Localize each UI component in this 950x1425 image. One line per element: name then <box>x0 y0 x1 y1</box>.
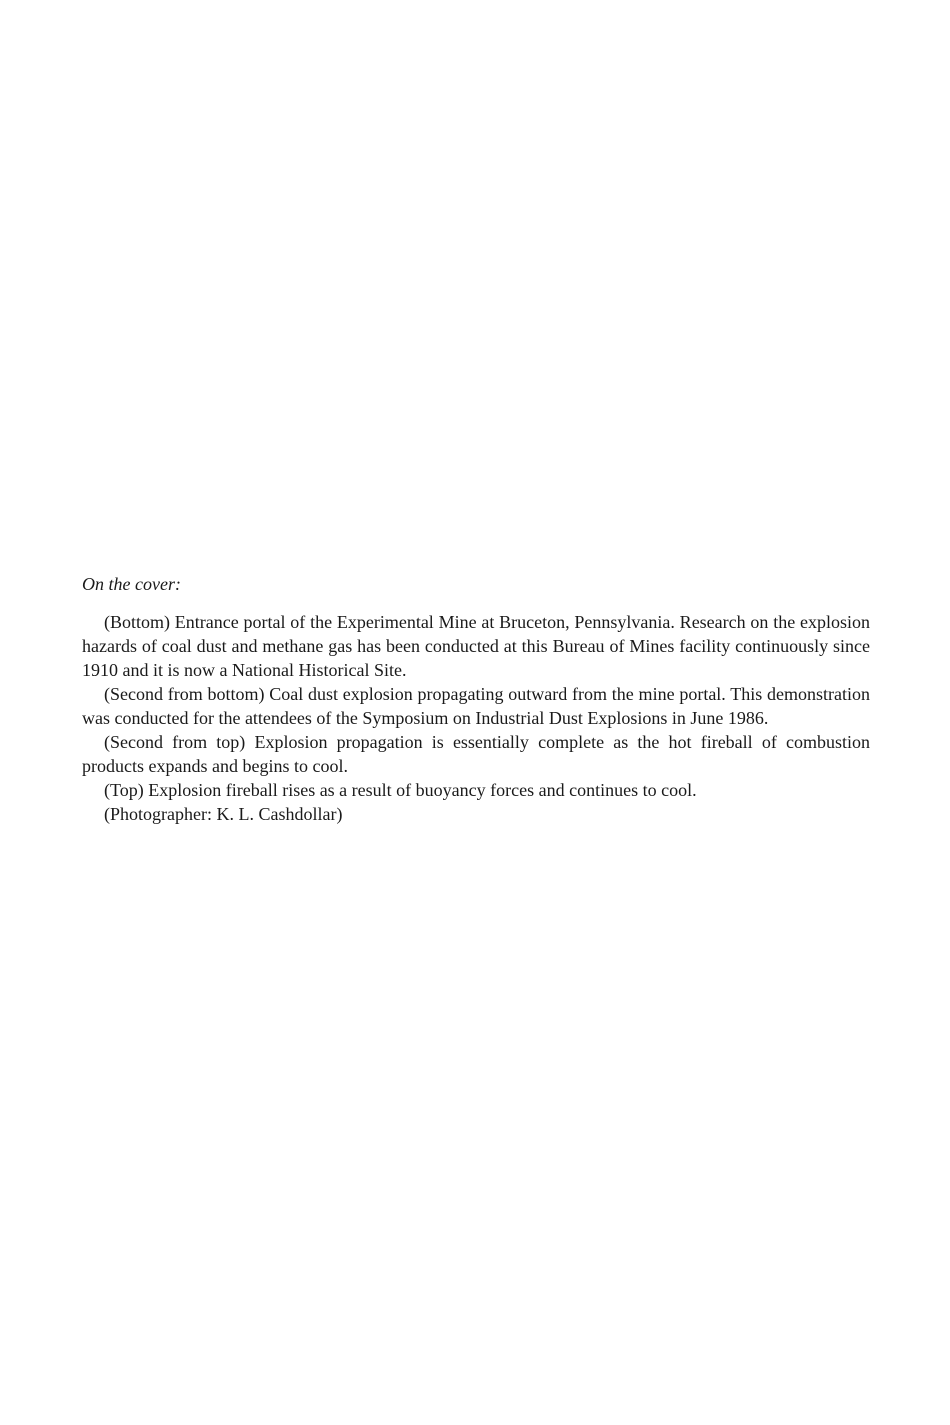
caption-second-from-bottom: (Second from bottom) Coal dust explosion propagating outward from the mine portal. This demonstration was conducted for the attendees of the Symposium on Industrial Dust Explosions in June 1986. <box>82 684 870 728</box>
cover-caption-block <box>82 572 870 826</box>
caption-bottom: (Bottom) Entrance portal of the Experimental Mine at Bruceton, Pennsylvania. Research on the explosion hazards of coal dust and methane gas has been conducted at this Bureau of Mines facility continuously since 1910 and it is now a National Historical Site. <box>82 612 870 680</box>
photographer-credit: (Photographer: K. L. Cashdollar) <box>104 804 343 824</box>
cover-heading: On the cover: <box>82 574 181 594</box>
caption-second-from-top: (Second from top) Explosion propagation is essentially complete as the hot fireball of combustion products expands and begins to cool. <box>82 732 870 776</box>
caption-top: (Top) Explosion fireball rises as a result of buoyancy forces and continues to cool. <box>104 780 697 800</box>
